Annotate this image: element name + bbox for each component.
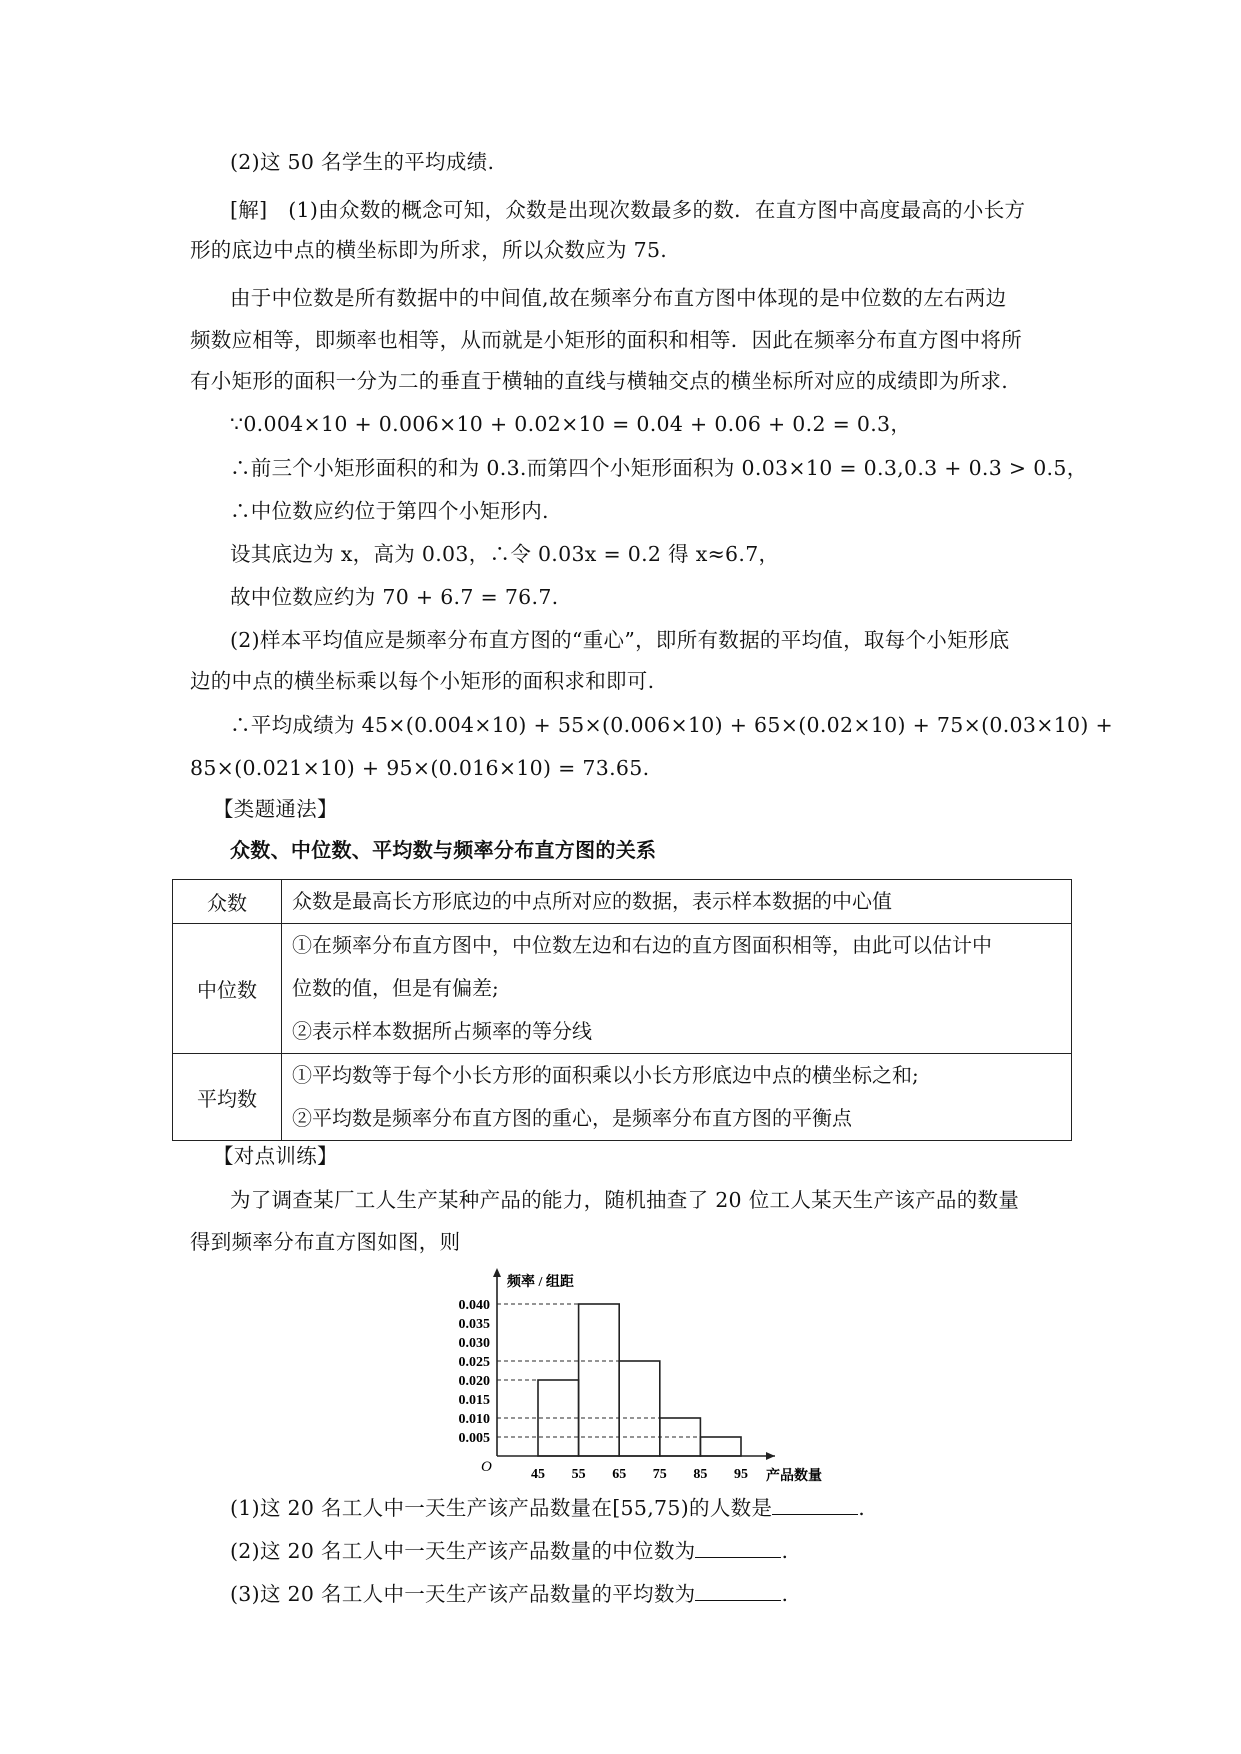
answer-blank: [695, 1580, 781, 1601]
answer-blank: [695, 1537, 781, 1558]
y-tick-label: 0.005: [458, 1431, 490, 1446]
x-axis-label: 产品数量: [766, 1469, 822, 1484]
histogram-bar: [700, 1437, 741, 1456]
median-paragraph-line-3: 有小矩形的面积一分为二的垂直于横轴的直线与横轴交点的横坐标所对应的成绩即为所求.: [190, 369, 1009, 393]
median-paragraph-line-2: 频数应相等，即频率也相等，从而就是小矩形的面积和相等．因此在频率分布直方图中将所: [190, 328, 1022, 352]
y-axis-arrow-icon: [493, 1268, 501, 1277]
table-key: 众数: [173, 880, 282, 924]
x-axis-arrow-icon: [766, 1452, 775, 1460]
mean-paragraph-line-1: (2)样本平均值应是频率分布直方图的“重心”，即所有数据的平均值，取每个小矩形底: [230, 628, 1010, 652]
question-2: (2)这 50 名学生的平均成绩.: [230, 150, 495, 174]
table-key: 平均数: [173, 1054, 282, 1141]
calc-line-4: 设其底边为 x，高为 0.03，∴令 0.03x = 0.2 得 x≈6.7，: [230, 542, 780, 566]
calc-line-1: ∵0.004×10 + 0.006×10 + 0.02×10 = 0.04 + 0.06 + 0.2 = 0.3，: [230, 412, 912, 436]
origin-label: O: [481, 1459, 492, 1475]
calc-line-3: ∴中位数应约位于第四个小矩形内.: [230, 499, 549, 523]
mean-calc-line-1: ∴平均成绩为 45×(0.004×10) + 55×(0.006×10) + 65×(0.02×10) + 75×(0.03×10) +: [230, 713, 1113, 737]
table-key: 中位数: [173, 924, 282, 1054]
y-tick-label: 0.020: [458, 1374, 490, 1389]
exercise-2: (2)这 20 名工人中一天生产该产品数量的中位数为 .: [230, 1539, 789, 1563]
exercise-1: (1)这 20 名工人中一天生产该产品数量在[55,75)的人数是 .: [230, 1496, 866, 1520]
x-tick-label: 55: [571, 1467, 586, 1482]
calc-line-5: 故中位数应约为 70 + 6.7 = 76.7.: [230, 585, 559, 609]
table-value: 众数是最高长方形底边的中点所对应的数据，表示样本数据的中心值: [282, 880, 1072, 924]
y-tick-label: 0.025: [458, 1355, 490, 1370]
histogram-bar: [579, 1304, 620, 1456]
y-tick-label: 0.010: [458, 1412, 490, 1427]
y-tick-label: 0.035: [458, 1317, 490, 1332]
mean-calc-line-2: 85×(0.021×10) + 95×(0.016×10) = 73.65.: [190, 756, 650, 780]
y-tick-label: 0.040: [458, 1298, 490, 1313]
y-tick-label: 0.030: [458, 1336, 490, 1351]
x-tick-label: 75: [652, 1467, 667, 1482]
median-paragraph-line-1: 由于中位数是所有数据中的中间值,故在频率分布直方图中体现的是中位数的左右两边: [230, 286, 1007, 310]
practice-line-1: 为了调查某厂工人生产某种产品的能力，随机抽查了 20 位工人某天生产该产品的数量: [230, 1188, 1020, 1212]
practice-tag: 【对点训练】: [213, 1144, 338, 1168]
histogram-bar: [538, 1380, 579, 1456]
solution-line-1: [解] (1)由众数的概念可知，众数是出现次数最多的数．在直方图中高度最高的小长方: [230, 198, 1026, 222]
table-value: ①在频率分布直方图中，中位数左边和右边的直方图面积相等，由此可以估计中 位数的值，但是有偏差; ②表示样本数据所占频率的等分线: [282, 924, 1072, 1054]
table-value: ①平均数等于每个小长方形的面积乘以小长方形底边中点的横坐标之和; ②平均数是频率分布直方图的重心，是频率分布直方图的平衡点: [282, 1054, 1072, 1141]
exercise-3: (3)这 20 名工人中一天生产该产品数量的平均数为 .: [230, 1582, 789, 1606]
x-tick-label: 65: [612, 1467, 627, 1482]
answer-blank: [772, 1494, 858, 1515]
method-tag: 【类题通法】: [213, 797, 338, 821]
mean-paragraph-line-2: 边的中点的横坐标乘以每个小矩形的面积求和即可.: [190, 669, 655, 693]
x-tick-label: 45: [531, 1467, 545, 1482]
histogram-bar: [619, 1361, 660, 1456]
solution-line-2: 形的底边中点的横坐标即为所求，所以众数应为 75.: [190, 238, 668, 262]
y-tick-label: 0.015: [458, 1393, 490, 1408]
practice-line-2: 得到频率分布直方图如图，则: [190, 1230, 461, 1254]
x-tick-label: 95: [734, 1467, 748, 1482]
calc-line-2: ∴前三个小矩形面积的和为 0.3.而第四个小矩形面积为 0.03×10 = 0.3,0.3 + 0.3 > 0.5，: [230, 456, 1088, 480]
x-tick-label: 85: [693, 1467, 708, 1482]
y-axis-label: 频率 / 组距: [507, 1275, 574, 1290]
method-title: 众数、中位数、平均数与频率分布直方图的关系: [230, 838, 657, 862]
